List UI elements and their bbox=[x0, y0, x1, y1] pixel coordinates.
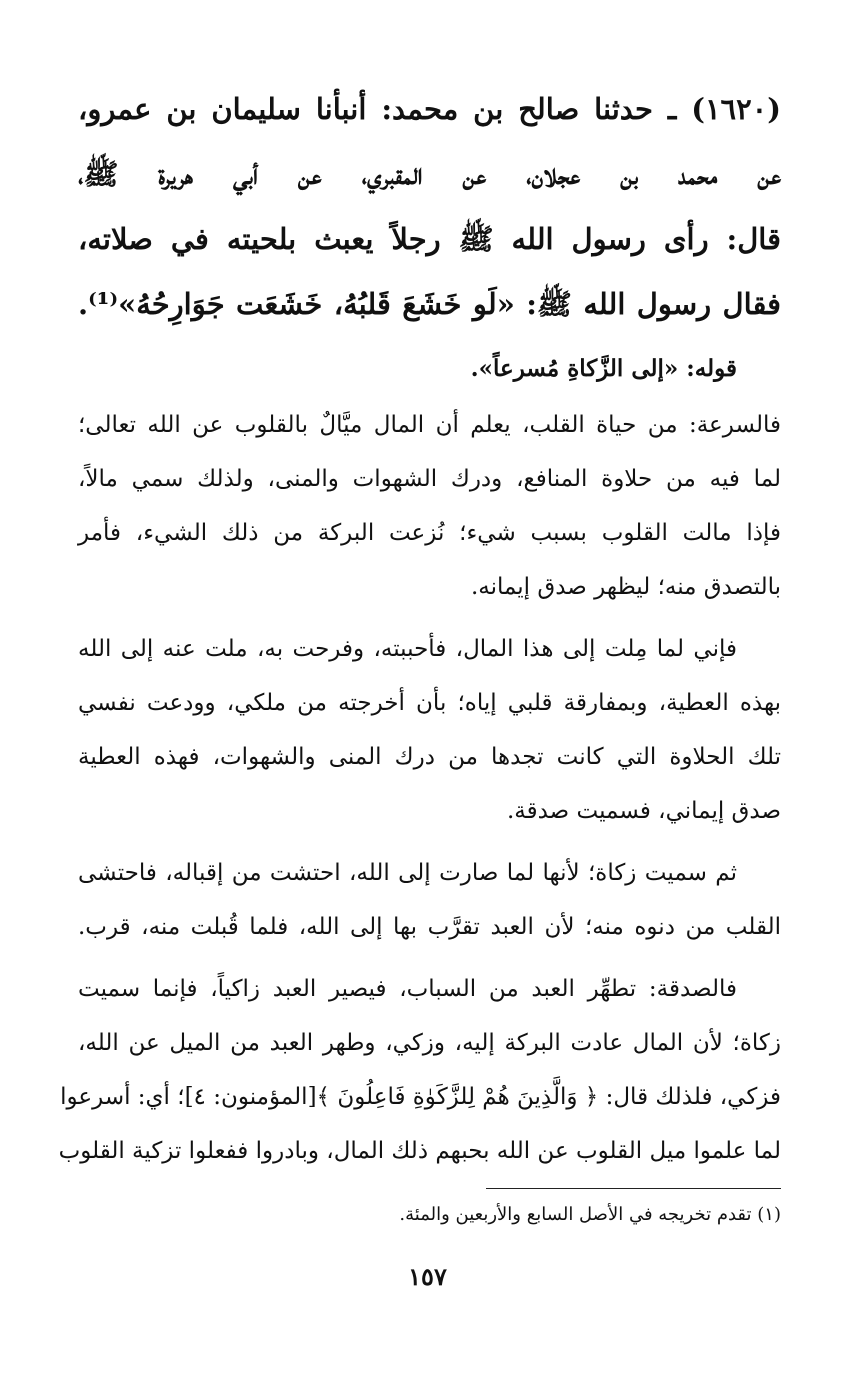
body-line: القلب من دنوه منه؛ لأن العبد تقرَّب بها إلى الله، فلما قُبلت منه، قرب. bbox=[78, 914, 781, 940]
body-line: فإذا مالت القلوب بسبب شيء؛ نُزعت البركة من ذلك الشيء، فأمر bbox=[78, 520, 781, 546]
body-line: تلك الحلاوة التي كانت تجدها من درك المنى والشهوات، فهذه العطية bbox=[78, 744, 781, 770]
quote-heading: قوله: «إلى الزَّكاةِ مُسرعاً». bbox=[470, 355, 737, 382]
footnote-divider bbox=[486, 1188, 781, 1189]
body-line: ثم سميت زكاة؛ لأنها لما صارت إلى الله، احتشت من إقباله، فاحتشى bbox=[78, 860, 737, 886]
hadith-line-1: (١٦٢٠) ـ حدثنا صالح بن محمد: أنبأنا سليمان بن عمرو، bbox=[78, 92, 781, 126]
body-line: فالصدقة: تطهِّر العبد من السباب، فيصير العبد زاكياً، فإنما سميت bbox=[78, 976, 737, 1002]
body-line: صدق إيماني، فسميت صدقة. bbox=[506, 798, 781, 824]
body-line: لما فيه من حلاوة المنافع، ودرك الشهوات والمنى، ولذلك سمي مالاً، bbox=[78, 466, 781, 492]
body-line: فإني لما مِلت إلى هذا المال، فأحببته، وفرحت به، ملت عنه إلى الله bbox=[78, 636, 737, 662]
body-line: فالسرعة: من حياة القلب، يعلم أن المال ميَّالٌ بالقلوب عن الله تعالى؛ bbox=[78, 412, 781, 438]
body-line: بالتصدق منه؛ ليظهر صدق إيمانه. bbox=[470, 574, 781, 600]
footnote: (١) تقدم تخريجه في الأصل السابع والأربعين والمئة. bbox=[399, 1204, 781, 1225]
hadith-line-2: عن محمد بن عجلان، عن المقبري، عن أبي هريرة ﷺ، bbox=[78, 157, 781, 191]
body-line: لما علموا ميل القلوب عن الله بحبهم ذلك المال، وبادروا ففعلوا تزكية القلوب bbox=[58, 1138, 781, 1164]
body-line: بهذه العطية، وبمفارقة قلبي إياه؛ بأن أخرجته من ملكي، وودعت نفسي bbox=[78, 690, 781, 716]
body-line: زكاة؛ لأن المال عادت البركة إليه، وزكي، وطهر العبد من الميل عن الله، bbox=[78, 1030, 781, 1056]
hadith-line-3: قال: رأى رسول الله ﷺ رجلاً يعبث بلحيته في صلاته، bbox=[78, 222, 781, 256]
body-line: فزكي، فلذلك قال: ﴿ وَالَّذِينَ هُمْ لِلزَّكَوٰةِ فَاعِلُونَ ﴾[المؤمنون: ٤]؛ أي: أسرعوا bbox=[60, 1084, 781, 1110]
page-number: ١٥٧ bbox=[408, 1262, 447, 1291]
hadith-line-4: فقال رسول الله ﷺ: «لَو خَشَعَ قَلبُهُ، خَشَعَت جَوَارِحُهُ»⁽¹⁾. bbox=[78, 287, 781, 321]
